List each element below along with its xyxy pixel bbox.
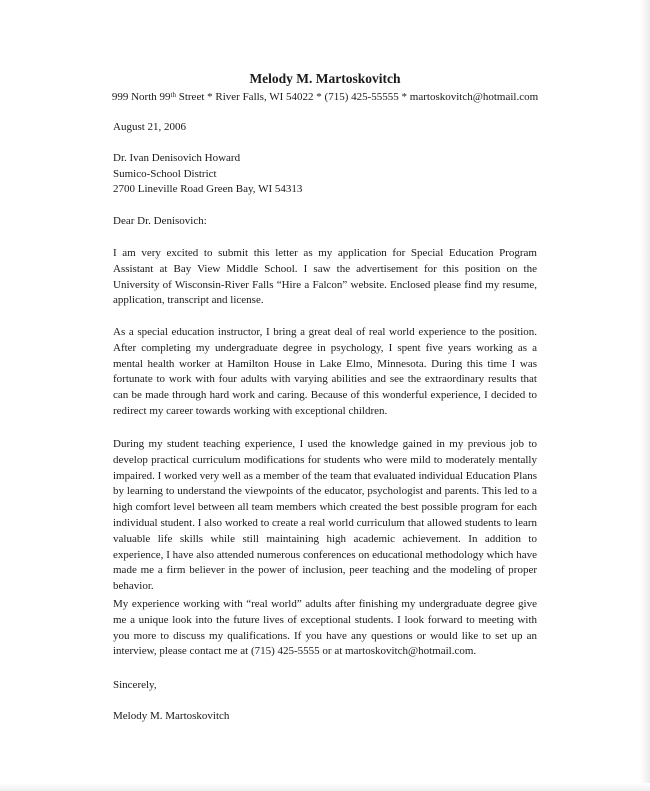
recipient-organization: Sumico-School District — [113, 167, 217, 180]
recipient-address — [113, 151, 537, 198]
body-paragraph-3: During my student teaching experience, I used the knowledge gained in my previous job to develop practical curriculum modifications for students who were mild to moderately mentally impaired. I worked very well as a member of the team that evaluated individual Education Plans by learning to understand the viewpoints of the educator, psychologist and parents. This led to a high comfort level between all team members which created the best possible program for each individual student. I also worked to create a real world curriculum that allowed students to learn valuable life skills while still maintaining high academic achievement. In addition to experience, I have also attended numerous conferences on educational methodology which have made me a firm believer in the power of inclusion, peer teaching and the modeling of proper behavior. — [113, 438, 537, 593]
closing: Sincerely, — [113, 679, 157, 691]
sender-contact-line — [0, 88, 650, 105]
body-paragraph-1: I am very excited to submit this letter as my application for Special Education Program Assistant at Bay View Middle School. I saw the advertisement for this position on the University of Wisconsin-River Falls “Hire a Falcon” website. Enclosed please find my resume, application, transcript and license. — [113, 247, 537, 307]
sender-address-rest: Street * River Falls, WI 54022 * (715) 425-55555 * martoskovitch@hotmail.com — [175, 91, 539, 103]
page-bottom-shadow — [0, 783, 650, 791]
sender-street-superscript: th — [170, 91, 176, 99]
salutation: Dear Dr. Denisovich: — [113, 215, 207, 227]
page-right-shadow — [640, 0, 650, 791]
recipient-name: Dr. Ivan Denisovich Howard — [113, 152, 241, 164]
body-paragraph-4: My experience working with “real world” adults after finishing my undergraduate degree give me a unique look into the future lives of exceptional students. I look forward to meeting with you more to discuss my qualifications. If you have any questions or would like to set up an interview, please contact me at (715) 425-5555 or at martoskovitch@hotmail.com. — [113, 598, 537, 658]
recipient-street-address: 2700 Lineville Road Green Bay, WI 54313 — [113, 183, 303, 196]
letter-date: August 21, 2006 — [113, 121, 187, 133]
body-paragraph-2: As a special education instructor, I bring a great deal of real world experience to the position. After completing my undergraduate degree in psychology, I spent five years working as a mental health worker at Hamilton House in Lake Elmo, Minnesota. During this time I was fortunate to work with four adults with varying abilities and see the extraordinary results that can be made through hard work and caring. Because of this wonderful experience, I decided to redirect my career towards working with exceptional children. — [113, 326, 537, 417]
sender-street-number: 999 North 99 — [111, 91, 171, 103]
signature-name: Melody M. Martoskovitch — [113, 710, 230, 722]
sender-name: Melody M. Martoskovitch — [249, 71, 401, 86]
